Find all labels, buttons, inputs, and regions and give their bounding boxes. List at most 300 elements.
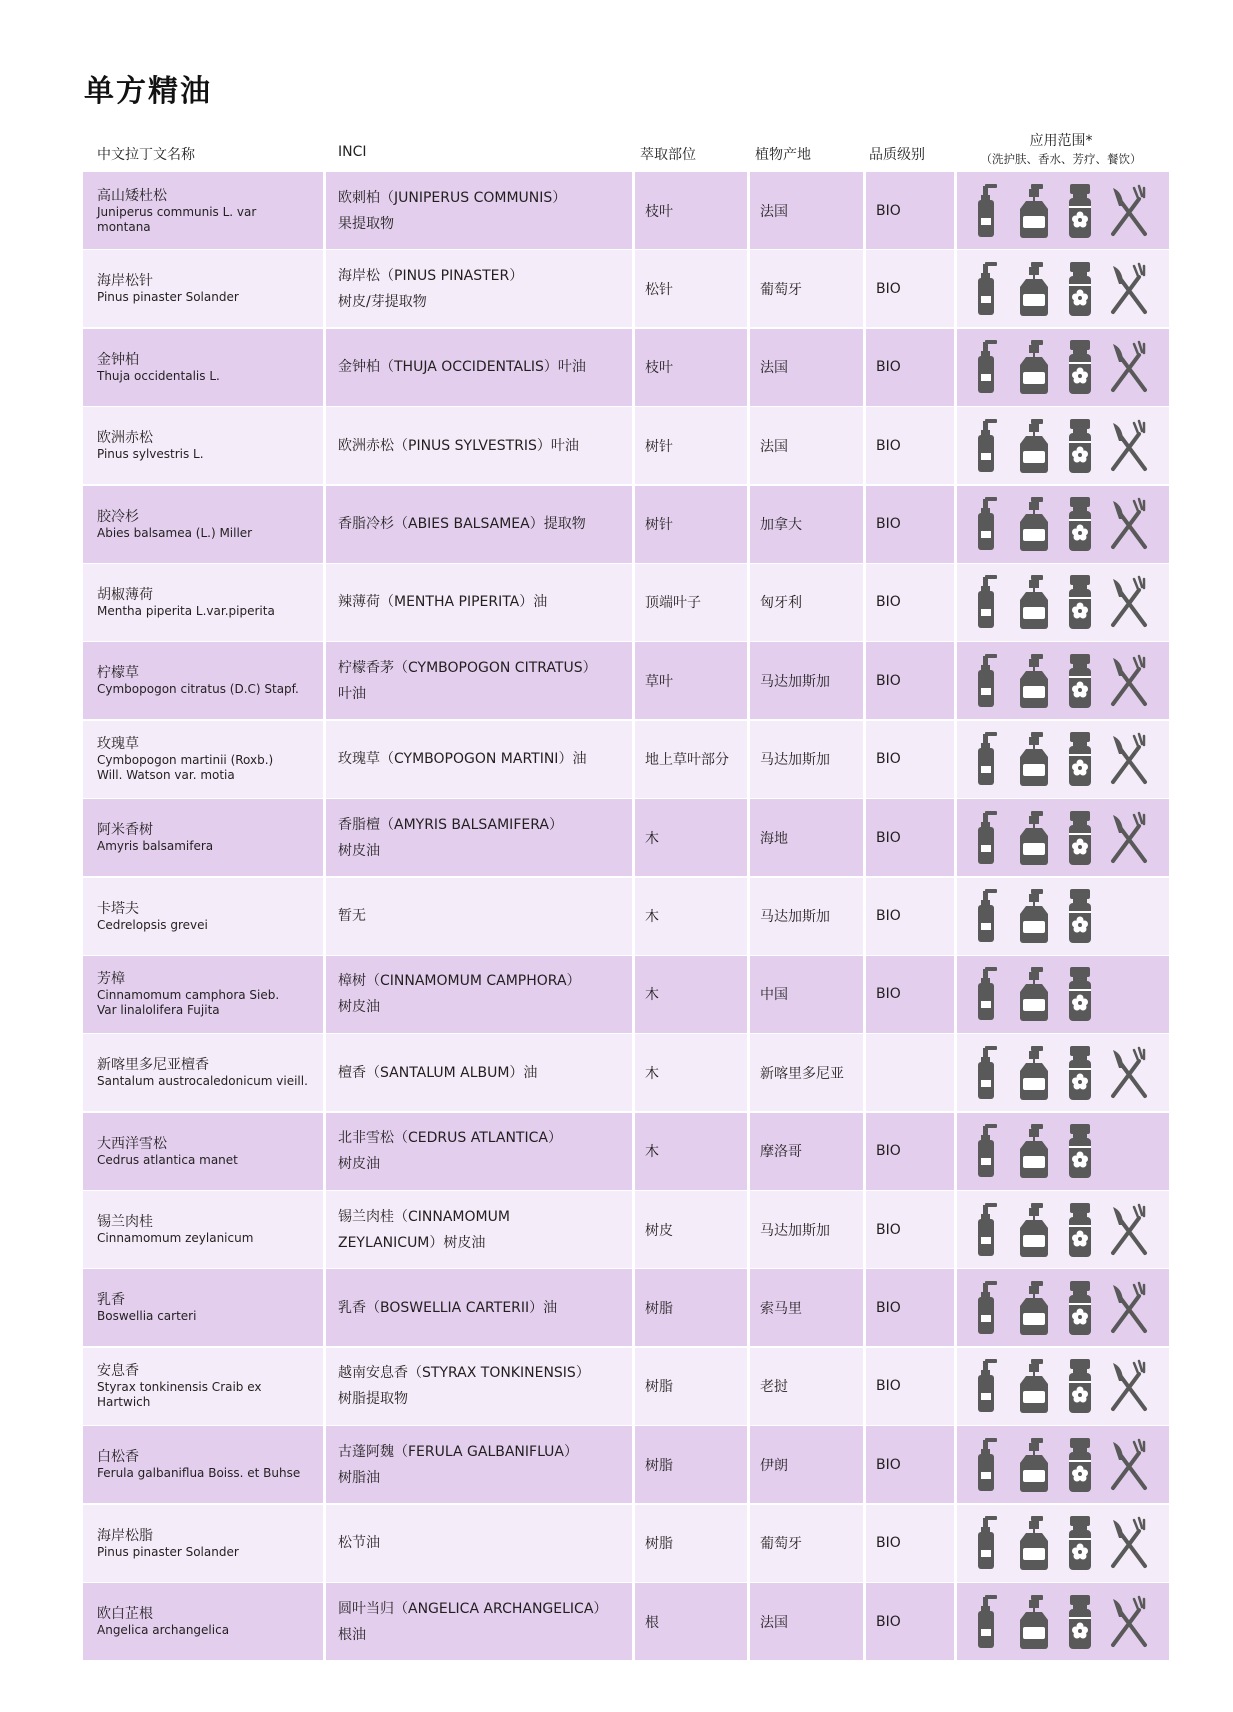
- perfume-bottle-icon: [1017, 1281, 1051, 1335]
- plant-origin: 法国: [760, 1614, 788, 1631]
- cell-part: [635, 1034, 747, 1111]
- cell-use: [957, 878, 1169, 955]
- plant-origin: 伊朗: [760, 1457, 788, 1474]
- quality-grade: BIO: [876, 908, 901, 925]
- table-row: [83, 1583, 1159, 1661]
- header-grade: 品质级别: [869, 147, 925, 163]
- latin-name: Styrax tonkinensis Craib ex: [97, 1380, 262, 1395]
- table-row: [83, 564, 1159, 642]
- cell-name: [83, 1505, 323, 1582]
- inci-text: 暂无: [338, 908, 366, 925]
- perfume-bottle-icon: [1017, 967, 1051, 1021]
- table-row: [83, 172, 1159, 250]
- cell-grade: [866, 1583, 954, 1660]
- cell-grade: [866, 172, 954, 249]
- quality-grade: BIO: [876, 1143, 901, 1160]
- quality-grade: BIO: [876, 516, 901, 533]
- table-row: [83, 1505, 1159, 1583]
- chinese-name: 安息香: [97, 1363, 139, 1380]
- cell-grade: [866, 721, 954, 798]
- cell-origin: [750, 1113, 863, 1190]
- cell-name: [83, 956, 323, 1033]
- cell-origin: [750, 1348, 863, 1425]
- inci-text-line2: 树脂提取物: [338, 1391, 408, 1408]
- inci-text: 锡兰肉桂（CINNAMOMUM: [338, 1208, 510, 1225]
- cell-inci: [326, 1348, 632, 1425]
- inci-text: 辣薄荷（MENTHA PIPERITA）油: [338, 594, 548, 611]
- chinese-name: 阿米香树: [97, 822, 153, 839]
- plant-origin: 马达加斯加: [760, 1222, 830, 1239]
- latin-name: Pinus sylvestris L.: [97, 447, 204, 462]
- cell-inci: [326, 250, 632, 327]
- cell-use: [957, 1034, 1169, 1111]
- cell-origin: [750, 1426, 863, 1503]
- fork-knife-icon: [1109, 1281, 1149, 1335]
- cell-name: [83, 1348, 323, 1425]
- cell-inci: [326, 642, 632, 719]
- cell-use: [957, 1348, 1169, 1425]
- aroma-bottle-icon: [1067, 575, 1093, 629]
- cell-inci: [326, 329, 632, 406]
- chinese-name: 乳香: [97, 1292, 125, 1309]
- cell-name: [83, 172, 323, 249]
- chinese-name: 金钟柏: [97, 351, 139, 368]
- aroma-bottle-icon: [1067, 340, 1093, 394]
- extraction-part: 木: [645, 909, 659, 926]
- quality-grade: BIO: [876, 280, 901, 297]
- cell-origin: [750, 564, 863, 641]
- cell-grade: [866, 407, 954, 484]
- header-part: 萃取部位: [640, 147, 696, 163]
- inci-text: 圆叶当归（ANGELICA ARCHANGELICA）: [338, 1600, 608, 1617]
- cell-use: [957, 172, 1169, 249]
- inci-text: 金钟柏（THUJA OCCIDENTALIS）叶油: [338, 359, 586, 376]
- cell-part: [635, 329, 747, 406]
- quality-grade: BIO: [876, 1299, 901, 1316]
- perfume-bottle-icon: [1017, 1124, 1051, 1178]
- pump-bottle-icon: [973, 967, 1001, 1021]
- extraction-part: 树针: [645, 517, 673, 534]
- latin-name: Cinnamomum camphora Sieb.: [97, 988, 280, 1003]
- inci-text-line2: 叶油: [338, 685, 366, 702]
- cell-inci: [326, 486, 632, 563]
- table-row: [83, 1348, 1159, 1426]
- cell-part: [635, 486, 747, 563]
- extraction-part: 枝叶: [645, 203, 673, 220]
- header-origin: 植物产地: [755, 147, 811, 163]
- extraction-part: 树脂: [645, 1457, 673, 1474]
- chinese-name: 胡椒薄荷: [97, 586, 153, 603]
- cell-use: [957, 1426, 1169, 1503]
- cell-inci: [326, 1269, 632, 1346]
- fork-knife-icon: [1109, 1203, 1149, 1257]
- table-row: [83, 721, 1159, 799]
- cell-use: [957, 250, 1169, 327]
- cell-part: [635, 564, 747, 641]
- quality-grade: BIO: [876, 359, 901, 376]
- table-row: [83, 642, 1159, 720]
- perfume-bottle-icon: [1017, 497, 1051, 551]
- table-row: [83, 329, 1159, 407]
- cell-inci: [326, 172, 632, 249]
- plant-origin: 法国: [760, 438, 788, 455]
- inci-text-line2: 树皮油: [338, 1156, 380, 1173]
- cell-name: [83, 642, 323, 719]
- cell-name: [83, 250, 323, 327]
- extraction-part: 树脂: [645, 1379, 673, 1396]
- inci-text: 北非雪松（CEDRUS ATLANTICA）: [338, 1130, 562, 1147]
- cell-use: [957, 1191, 1169, 1268]
- quality-grade: BIO: [876, 751, 901, 768]
- cell-name: [83, 564, 323, 641]
- cell-origin: [750, 642, 863, 719]
- latin-name: Cymbopogon citratus (D.C) Stapf.: [97, 682, 299, 697]
- table-row: [83, 1191, 1159, 1269]
- latin-name-line2: Var linalolifera Fujita: [97, 1003, 220, 1018]
- cell-origin: [750, 486, 863, 563]
- perfume-bottle-icon: [1017, 184, 1051, 238]
- quality-grade: BIO: [876, 594, 901, 611]
- aroma-bottle-icon: [1067, 1595, 1093, 1649]
- inci-text: 越南安息香（STYRAX TONKINENSIS）: [338, 1365, 590, 1382]
- cell-use: [957, 642, 1169, 719]
- latin-name: Cinnamomum zeylanicum: [97, 1231, 254, 1246]
- page-title: 单方精油: [84, 74, 212, 109]
- table-row: [83, 878, 1159, 956]
- chinese-name: 卡塔夫: [97, 900, 139, 917]
- inci-text-line2: 树皮油: [338, 999, 380, 1016]
- perfume-bottle-icon: [1017, 1516, 1051, 1570]
- cell-origin: [750, 1034, 863, 1111]
- aroma-bottle-icon: [1067, 1203, 1093, 1257]
- aroma-bottle-icon: [1067, 1516, 1093, 1570]
- latin-name: Santalum austrocaledonicum vieill.: [97, 1074, 308, 1089]
- inci-text: 海岸松（PINUS PINASTER）: [338, 267, 524, 284]
- latin-name: Boswellia carteri: [97, 1309, 197, 1324]
- pump-bottle-icon: [973, 1124, 1001, 1178]
- essential-oil-table: [83, 130, 1159, 1661]
- cell-name: [83, 878, 323, 955]
- cell-inci: [326, 1505, 632, 1582]
- latin-name: Pinus pinaster Solander: [97, 1544, 239, 1559]
- chinese-name: 海岸松脂: [97, 1527, 153, 1544]
- quality-grade: BIO: [876, 437, 901, 454]
- quality-grade: BIO: [876, 1456, 901, 1473]
- cell-inci: [326, 721, 632, 798]
- quality-grade: BIO: [876, 1613, 901, 1630]
- inci-text: 香脂檀（AMYRIS BALSAMIFERA）: [338, 816, 563, 833]
- plant-origin: 中国: [760, 987, 788, 1004]
- cell-origin: [750, 329, 863, 406]
- cell-origin: [750, 956, 863, 1033]
- quality-grade: BIO: [876, 829, 901, 846]
- aroma-bottle-icon: [1067, 1124, 1093, 1178]
- table-row: [83, 1426, 1159, 1504]
- cell-inci: [326, 1191, 632, 1268]
- cell-origin: [750, 172, 863, 249]
- quality-grade: BIO: [876, 1378, 901, 1395]
- latin-name: Juniperus communis L. var: [97, 204, 257, 219]
- perfume-bottle-icon: [1017, 889, 1051, 943]
- cell-name: [83, 1583, 323, 1660]
- cell-part: [635, 1113, 747, 1190]
- chinese-name: 大西洋雪松: [97, 1135, 167, 1152]
- pump-bottle-icon: [973, 654, 1001, 708]
- aroma-bottle-icon: [1067, 811, 1093, 865]
- extraction-part: 木: [645, 1144, 659, 1161]
- aroma-bottle-icon: [1067, 1359, 1093, 1413]
- table-row: [83, 1113, 1159, 1191]
- cell-grade: [866, 1034, 954, 1111]
- plant-origin: 加拿大: [760, 517, 802, 534]
- perfume-bottle-icon: [1017, 575, 1051, 629]
- aroma-bottle-icon: [1067, 1281, 1093, 1335]
- extraction-part: 木: [645, 987, 659, 1004]
- table-row: [83, 1034, 1159, 1112]
- header-use-subtitle: （洗护肤、香水、芳疗、餐饮）: [980, 152, 1142, 166]
- extraction-part: 顶端叶子: [645, 595, 701, 612]
- cell-use: [957, 721, 1169, 798]
- cell-use: [957, 799, 1169, 876]
- aroma-bottle-icon: [1067, 732, 1093, 786]
- plant-origin: 老挝: [760, 1379, 788, 1396]
- fork-knife-icon: [1109, 1438, 1149, 1492]
- latin-name: Mentha piperita L.var.piperita: [97, 603, 275, 618]
- perfume-bottle-icon: [1017, 654, 1051, 708]
- cell-name: [83, 721, 323, 798]
- cell-name: [83, 486, 323, 563]
- cell-use: [957, 1269, 1169, 1346]
- cell-inci: [326, 564, 632, 641]
- cell-part: [635, 799, 747, 876]
- aroma-bottle-icon: [1067, 1438, 1093, 1492]
- table-body: [83, 172, 1159, 1661]
- cell-origin: [750, 721, 863, 798]
- cell-part: [635, 1191, 747, 1268]
- plant-origin: 法国: [760, 203, 788, 220]
- pump-bottle-icon: [973, 262, 1001, 316]
- cell-part: [635, 1505, 747, 1582]
- pump-bottle-icon: [973, 1203, 1001, 1257]
- cell-inci: [326, 878, 632, 955]
- extraction-part: 木: [645, 830, 659, 847]
- latin-name: Amyris balsamifera: [97, 839, 214, 854]
- inci-text: 欧洲赤松（PINUS SYLVESTRIS）叶油: [338, 437, 579, 454]
- cell-origin: [750, 1191, 863, 1268]
- inci-text: 乳香（BOSWELLIA CARTERII）油: [338, 1299, 558, 1316]
- cell-grade: [866, 878, 954, 955]
- extraction-part: 树脂: [645, 1300, 673, 1317]
- perfume-bottle-icon: [1017, 1203, 1051, 1257]
- cell-use: [957, 1113, 1169, 1190]
- cell-origin: [750, 250, 863, 327]
- pump-bottle-icon: [973, 1281, 1001, 1335]
- cell-grade: [866, 1426, 954, 1503]
- pump-bottle-icon: [973, 340, 1001, 394]
- latin-name: Abies balsamea (L.) Miller: [97, 525, 253, 540]
- table-row: [83, 486, 1159, 564]
- cell-use: [957, 1505, 1169, 1582]
- inci-text-line2: ZEYLANICUM）树皮油: [338, 1234, 486, 1251]
- cell-grade: [866, 642, 954, 719]
- inci-text-line2: 树脂油: [338, 1469, 380, 1486]
- aroma-bottle-icon: [1067, 1046, 1093, 1100]
- pump-bottle-icon: [973, 419, 1001, 473]
- cell-inci: [326, 799, 632, 876]
- cell-grade: [866, 1113, 954, 1190]
- cell-origin: [750, 1505, 863, 1582]
- chinese-name: 新喀里多尼亚檀香: [97, 1057, 209, 1074]
- cell-use: [957, 1583, 1169, 1660]
- extraction-part: 根: [645, 1614, 659, 1631]
- cell-use: [957, 329, 1169, 406]
- pump-bottle-icon: [973, 732, 1001, 786]
- fork-knife-icon: [1109, 262, 1149, 316]
- table-row: [83, 956, 1159, 1034]
- cell-inci: [326, 1583, 632, 1660]
- plant-origin: 马达加斯加: [760, 909, 830, 926]
- latin-name: Cymbopogon martinii (Roxb.): [97, 753, 274, 768]
- latin-name: Ferula galbaniflua Boiss. et Buhse: [97, 1466, 301, 1481]
- quality-grade: BIO: [876, 672, 901, 689]
- fork-knife-icon: [1109, 1359, 1149, 1413]
- inci-text: 玫瑰草（CYMBOPOGON MARTINI）油: [338, 751, 587, 768]
- cell-origin: [750, 407, 863, 484]
- perfume-bottle-icon: [1017, 732, 1051, 786]
- cell-inci: [326, 1113, 632, 1190]
- pump-bottle-icon: [973, 889, 1001, 943]
- table-row: [83, 799, 1159, 877]
- cell-use: [957, 564, 1169, 641]
- extraction-part: 树脂: [645, 1536, 673, 1553]
- inci-text: 香脂冷杉（ABIES BALSAMEA）提取物: [338, 516, 586, 533]
- aroma-bottle-icon: [1067, 967, 1093, 1021]
- header-use-title: 应用范围*: [1029, 133, 1093, 149]
- table-row: [83, 250, 1159, 328]
- cell-part: [635, 1583, 747, 1660]
- cell-name: [83, 799, 323, 876]
- pump-bottle-icon: [973, 575, 1001, 629]
- extraction-part: 草叶: [645, 673, 673, 690]
- cell-part: [635, 642, 747, 719]
- cell-part: [635, 1269, 747, 1346]
- fork-knife-icon: [1109, 497, 1149, 551]
- aroma-bottle-icon: [1067, 497, 1093, 551]
- header-name: 中文拉丁文名称: [97, 147, 195, 163]
- table-row: [83, 407, 1159, 485]
- cell-part: [635, 250, 747, 327]
- pump-bottle-icon: [973, 811, 1001, 865]
- cell-use: [957, 486, 1169, 563]
- aroma-bottle-icon: [1067, 889, 1093, 943]
- cell-part: [635, 721, 747, 798]
- cell-use: [957, 407, 1169, 484]
- plant-origin: 海地: [760, 830, 788, 847]
- extraction-part: 地上草叶部分: [645, 752, 729, 769]
- fork-knife-icon: [1109, 184, 1149, 238]
- aroma-bottle-icon: [1067, 419, 1093, 473]
- cell-grade: [866, 486, 954, 563]
- extraction-part: 枝叶: [645, 360, 673, 377]
- aroma-bottle-icon: [1067, 184, 1093, 238]
- perfume-bottle-icon: [1017, 1046, 1051, 1100]
- fork-knife-icon: [1109, 1595, 1149, 1649]
- cell-part: [635, 878, 747, 955]
- chinese-name: 高山矮杜松: [97, 187, 167, 204]
- perfume-bottle-icon: [1017, 1595, 1051, 1649]
- chinese-name: 玫瑰草: [97, 736, 139, 753]
- cell-use: [957, 956, 1169, 1033]
- inci-text: 柠檬香茅（CYMBOPOGON CITRATUS）: [338, 659, 597, 676]
- cell-grade: [866, 329, 954, 406]
- cell-name: [83, 407, 323, 484]
- inci-text-line2: 根油: [338, 1626, 366, 1643]
- chinese-name: 柠檬草: [97, 665, 139, 682]
- plant-origin: 葡萄牙: [760, 1536, 802, 1553]
- latin-name: Angelica archangelica: [97, 1623, 230, 1638]
- aroma-bottle-icon: [1067, 262, 1093, 316]
- plant-origin: 马达加斯加: [760, 752, 830, 769]
- cell-grade: [866, 250, 954, 327]
- cell-origin: [750, 878, 863, 955]
- fork-knife-icon: [1109, 811, 1149, 865]
- perfume-bottle-icon: [1017, 340, 1051, 394]
- fork-knife-icon: [1109, 1516, 1149, 1570]
- pump-bottle-icon: [973, 1595, 1001, 1649]
- cell-inci: [326, 1034, 632, 1111]
- perfume-bottle-icon: [1017, 1438, 1051, 1492]
- chinese-name: 锡兰肉桂: [97, 1214, 153, 1231]
- quality-grade: BIO: [876, 202, 901, 219]
- cell-part: [635, 1426, 747, 1503]
- fork-knife-icon: [1109, 340, 1149, 394]
- inci-text-line2: 树皮油: [338, 842, 380, 859]
- quality-grade: BIO: [876, 986, 901, 1003]
- fork-knife-icon: [1109, 654, 1149, 708]
- latin-name: Cedrus atlantica manet: [97, 1152, 238, 1167]
- plant-origin: 摩洛哥: [760, 1144, 802, 1161]
- cell-name: [83, 1426, 323, 1503]
- latin-name: Cedrelopsis grevei: [97, 917, 208, 932]
- cell-name: [83, 329, 323, 406]
- quality-grade: BIO: [876, 1535, 901, 1552]
- table-row: [83, 1269, 1159, 1347]
- chinese-name: 海岸松针: [97, 273, 153, 290]
- inci-text-line2: 树皮/芽提取物: [338, 293, 427, 310]
- cell-name: [83, 1269, 323, 1346]
- header-use: [963, 130, 1159, 167]
- plant-origin: 新喀里多尼亚: [760, 1065, 844, 1082]
- extraction-part: 树皮: [645, 1222, 673, 1239]
- aroma-bottle-icon: [1067, 654, 1093, 708]
- latin-name-line2: Hartwich: [97, 1395, 151, 1410]
- latin-name-line2: montana: [97, 219, 151, 234]
- inci-text: 樟树（CINNAMOMUM CAMPHORA）: [338, 973, 581, 990]
- chinese-name: 白松香: [97, 1449, 139, 1466]
- cell-grade: [866, 956, 954, 1033]
- cell-inci: [326, 407, 632, 484]
- pump-bottle-icon: [973, 497, 1001, 551]
- cell-name: [83, 1034, 323, 1111]
- fork-knife-icon: [1109, 419, 1149, 473]
- chinese-name: 芳樟: [97, 971, 125, 988]
- cell-origin: [750, 799, 863, 876]
- header-inci: INCI: [338, 144, 367, 160]
- fork-knife-icon: [1109, 732, 1149, 786]
- cell-part: [635, 407, 747, 484]
- plant-origin: 法国: [760, 360, 788, 377]
- inci-text: 欧刺柏（JUNIPERUS COMMUNIS）: [338, 189, 567, 206]
